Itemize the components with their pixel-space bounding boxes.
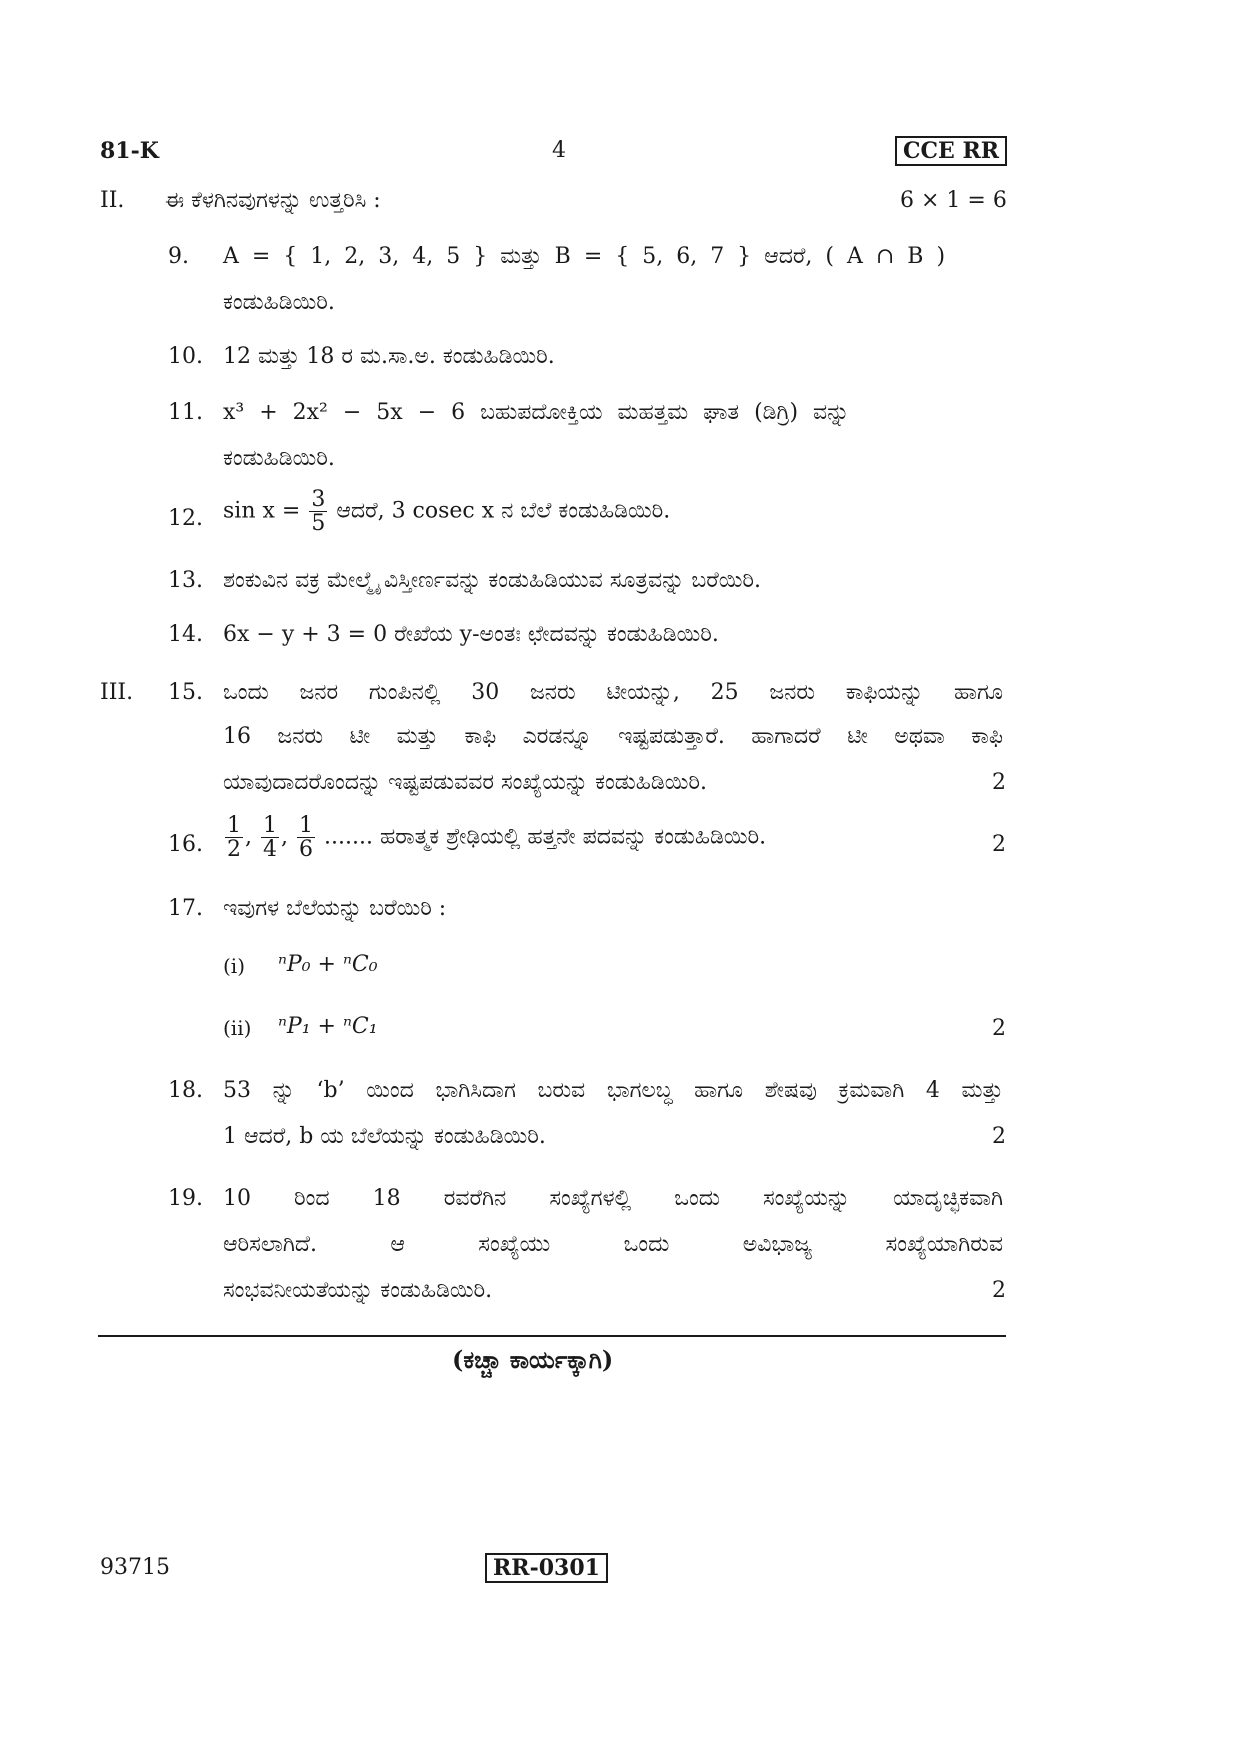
- q16-marks: 2: [992, 832, 1006, 857]
- q12-prefix: sin x =: [223, 498, 301, 524]
- paper-code: 81-K: [100, 138, 159, 164]
- q18-line1: 53 ನ್ನು ‘b’ ಯಿಂದ ಭಾಗಿಸಿದಾಗ ಬರುವ ಭಾಗಲಬ್ಧ ಹಾಗೂ ಶೇಷವು ಕ್ರಮವಾಗಿ 4 ಮತ್ತು: [223, 1078, 1003, 1103]
- q19-marks: 2: [992, 1278, 1006, 1303]
- section-iii-label: III.: [100, 680, 134, 705]
- q16-frac3-den: 6: [299, 837, 313, 863]
- q16-frac2-num: 1: [263, 813, 277, 838]
- q17-i-expr: ⁿP₀ + ⁿC₀: [278, 952, 378, 977]
- q17-marks: 2: [992, 1016, 1006, 1041]
- q9-line2: ಕಂಡುಹಿಡಿಯಿರಿ.: [223, 290, 335, 315]
- q17-text: ಇವುಗಳ ಬೆಲೆಯನ್ನು ಬರೆಯಿರಿ :: [223, 896, 447, 921]
- q19-line1: 10 ರಿಂದ 18 ರವರೆಗಿನ ಸಂಖ್ಯೆಗಳಲ್ಲಿ ಒಂದು ಸಂಖ್ಯೆಯನ್ನು ಯಾದೃಚ್ಛಿಕವಾಗಿ: [223, 1186, 1003, 1211]
- q19-line2: ಆರಿಸಲಾಗಿದೆ. ಆ ಸಂಖ್ಯೆಯು ಒಂದು ಅವಿಭಾಜ್ಯ ಸಂಖ್ಯೆಯಾಗಿರುವ: [223, 1232, 1003, 1257]
- q16-frac1-num: 1: [227, 813, 241, 838]
- divider-line: [98, 1335, 1006, 1337]
- q16-fraction-3: [297, 814, 315, 861]
- q16-text: ....... ಹರಾತ್ಮಕ ಶ್ರೇಢಿಯಲ್ಲಿ ಹತ್ತನೇ ಪದವನ್ನು ಕಂಡುಹಿಡಿಯಿರಿ.: [324, 824, 767, 850]
- series-badge: CCE RR: [895, 136, 1007, 166]
- q12-frac-num: 3: [311, 487, 326, 512]
- page-number: 4: [552, 138, 566, 163]
- section-ii-label: II.: [100, 188, 125, 213]
- q14-text: 6x − y + 3 = 0 ರೇಖೆಯ y-ಅಂತಃ ಛೇದವನ್ನು ಕಂಡುಹಿಡಿಯಿರಿ.: [223, 622, 719, 647]
- q16-frac1-den: 2: [227, 837, 241, 863]
- q11-number: 11.: [168, 400, 203, 425]
- q17-ii-expr: ⁿP₁ + ⁿC₁: [278, 1014, 378, 1039]
- q16-line: $\frac{1}{2}$ , $\frac{1}{4}$ , $\frac{1}{6}$ ....... ಹರಾತ್ಮಕ ಶ್ರೇಢಿಯಲ್ಲಿ ಹತ್ತನೇ ಪದವನ್ನು ಕಂಡುಹಿಡಿಯಿರಿ.: [227, 813, 767, 863]
- q18-marks: 2: [992, 1124, 1006, 1149]
- footer-code-badge: RR-0301: [485, 1553, 608, 1583]
- q12-line: [223, 488, 670, 535]
- q15-number: 15.: [168, 680, 203, 705]
- q19-number: 19.: [168, 1186, 203, 1211]
- section-ii-instruction: ಈ ಕೆಳಗಿನವುಗಳನ್ನು ಉತ್ತರಿಸಿ :: [165, 188, 381, 213]
- q17-i-label: (i): [223, 954, 246, 978]
- q10-number: 10.: [168, 344, 203, 369]
- q17-ii-label: (ii): [223, 1016, 252, 1040]
- q15-line3: ಯಾವುದಾದರೊಂದನ್ನು ಇಷ್ಟಪಡುವವರ ಸಂಖ್ಯೆಯನ್ನು ಕಂಡುಹಿಡಿಯಿರಿ.: [223, 770, 707, 795]
- q16-fraction-2: [261, 814, 279, 861]
- q19-line3: ಸಂಭವನೀಯತೆಯನ್ನು ಕಂಡುಹಿಡಿಯಿರಿ.: [223, 1278, 493, 1303]
- q9-line1: A = { 1, 2, 3, 4, 5 } ಮತ್ತು B = { 5, 6, 7 } ಆದರೆ, ( A ∩ B ): [223, 244, 946, 269]
- q12-text: ಆದರೆ, 3 cosec x ನ ಬೆಲೆ ಕಂಡುಹಿಡಿಯಿರಿ.: [336, 498, 671, 524]
- q9-number: 9.: [168, 244, 189, 269]
- q12-fraction: [309, 488, 327, 535]
- q12-number: 12.: [168, 506, 203, 531]
- q12-frac-den: 5: [311, 511, 326, 537]
- q18-number: 18.: [168, 1078, 203, 1103]
- q14-number: 14.: [168, 622, 203, 647]
- serial-number: 93715: [100, 1555, 170, 1580]
- q18-line2: 1 ಆದರೆ, b ಯ ಬೆಲೆಯನ್ನು ಕಂಡುಹಿಡಿಯಿರಿ.: [223, 1124, 546, 1149]
- q11-line2: ಕಂಡುಹಿಡಿಯಿರಿ.: [223, 446, 335, 471]
- q13-text: ಶಂಕುವಿನ ವಕ್ರ ಮೇಲ್ಮೈ ವಿಸ್ತೀರ್ಣವನ್ನು ಕಂಡುಹಿಡಿಯುವ ಸೂತ್ರವನ್ನು ಬರೆಯಿರಿ.: [223, 568, 761, 593]
- q15-line1: ಒಂದು ಜನರ ಗುಂಪಿನಲ್ಲಿ 30 ಜನರು ಟೀಯನ್ನು, 25 ಜನರು ಕಾಫಿಯನ್ನು ಹಾಗೂ: [223, 680, 1003, 705]
- section-ii-marks: 6 × 1 = 6: [900, 188, 1007, 213]
- q16-fraction-1: [225, 814, 243, 861]
- q15-marks: 2: [992, 770, 1006, 795]
- q13-number: 13.: [168, 568, 203, 593]
- q16-number: 16.: [168, 832, 203, 857]
- rough-work-label: (ಕಚ್ಚಾ ಕಾರ್ಯಕ್ಕಾಗಿ): [452, 1345, 614, 1374]
- q10-text: 12 ಮತ್ತು 18 ರ ಮ.ಸಾ.ಅ. ಕಂಡುಹಿಡಿಯಿರಿ.: [223, 344, 555, 369]
- q11-line1: x³ + 2x² − 5x − 6 ಬಹುಪದೋಕ್ತಿಯ ಮಹತ್ತಮ ಘಾತ (ಡಿಗ್ರಿ) ವನ್ನು: [223, 400, 850, 425]
- q17-number: 17.: [168, 896, 203, 921]
- q16-frac3-num: 1: [299, 813, 313, 838]
- q16-frac2-den: 4: [263, 837, 277, 863]
- q15-line2: 16 ಜನರು ಟೀ ಮತ್ತು ಕಾಫಿ ಎರಡನ್ನೂ ಇಷ್ಟಪಡುತ್ತಾರೆ. ಹಾಗಾದರೆ ಟೀ ಅಥವಾ ಕಾಫಿ: [223, 724, 1003, 749]
